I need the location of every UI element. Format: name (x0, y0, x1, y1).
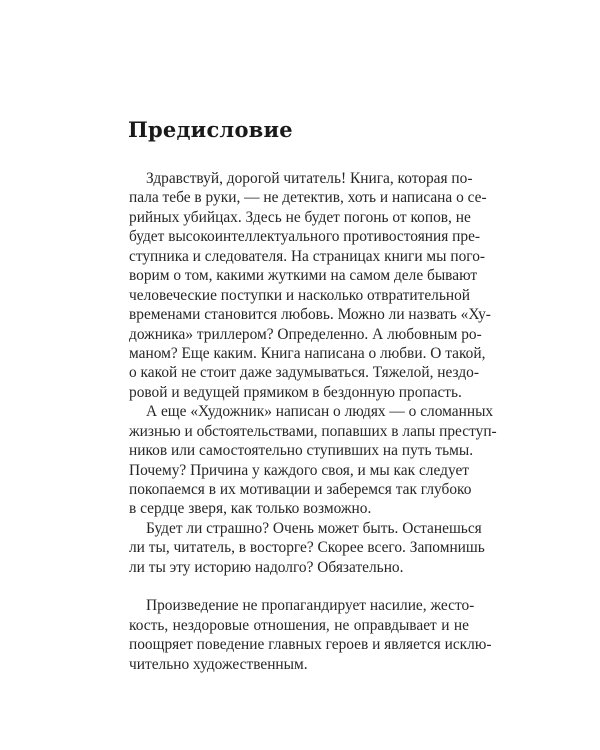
text-line: человеческие поступки и насколько отвратительной (129, 286, 471, 304)
text-line: Будет ли страшно? Очень может быть. Останешься (146, 519, 482, 537)
text-line: ли ты, читатель, в восторге? Скорее всего. Запомнишь (129, 539, 485, 557)
text-line: чительно художественным. (129, 655, 308, 673)
text-line: жизнью и обстоятельствами, попавших в лапы преступ- (129, 422, 497, 440)
text-line: о какой не стоит даже задумываться. Тяжелой, нездо- (129, 364, 479, 382)
disclaimer-paragraph (129, 596, 492, 674)
text-line: рийных убийцах. Здесь не будет погонь от копов, не (129, 208, 471, 226)
text-line: А еще «Художник» написан о людях — о сломанных (146, 403, 494, 421)
text-line: в сердце зверя, как только возможно. (129, 500, 372, 518)
text-line: Произведение не пропагандирует насилие, жесто- (146, 597, 475, 615)
paragraph-3 (129, 519, 485, 577)
chapter-heading: Предисловие (128, 117, 293, 142)
paragraph-gap (129, 577, 469, 596)
text-line: ворим о том, какими жуткими на самом деле бывают (129, 267, 478, 285)
text-line: дожника» триллером? Определенно. А любовным ро- (129, 325, 482, 343)
text-line: временами становится любовь. Можно ли назвать «Ху- (129, 306, 491, 324)
paragraph-1 (129, 169, 491, 402)
text-line: ровой и ведущей прямиком в бездонную пропасть. (129, 383, 462, 401)
body-text (129, 169, 497, 674)
text-line: кость, нездоровые отношения, не оправдывает и не (129, 616, 469, 634)
text-line: ступника и следователя. На страницах книги мы пого- (129, 247, 486, 265)
paragraph-2 (129, 402, 497, 519)
text-line: поощряет поведение главных героев и является исклю- (129, 636, 492, 654)
text-line: ли ты эту историю надолго? Обязательно. (129, 558, 404, 576)
text-line: ников или самостоятельно ступивших на путь тьмы. (129, 442, 474, 460)
text-line: Здравствуй, дорогой читатель! Книга, которая по- (146, 170, 473, 187)
text-line: пала тебе в руки, — не детектив, хоть и написана о се- (129, 189, 487, 207)
text-line: Почему? Причина у каждого своя, и мы как следует (129, 461, 469, 479)
text-line: будет высокоинтеллектуального противостояния пре- (129, 228, 481, 246)
text-line: покопаемся в их мотивации и заберемся так глубоко (129, 481, 472, 498)
text-line: маном? Еще каким. Книга написана о любви. О такой, (129, 344, 486, 362)
